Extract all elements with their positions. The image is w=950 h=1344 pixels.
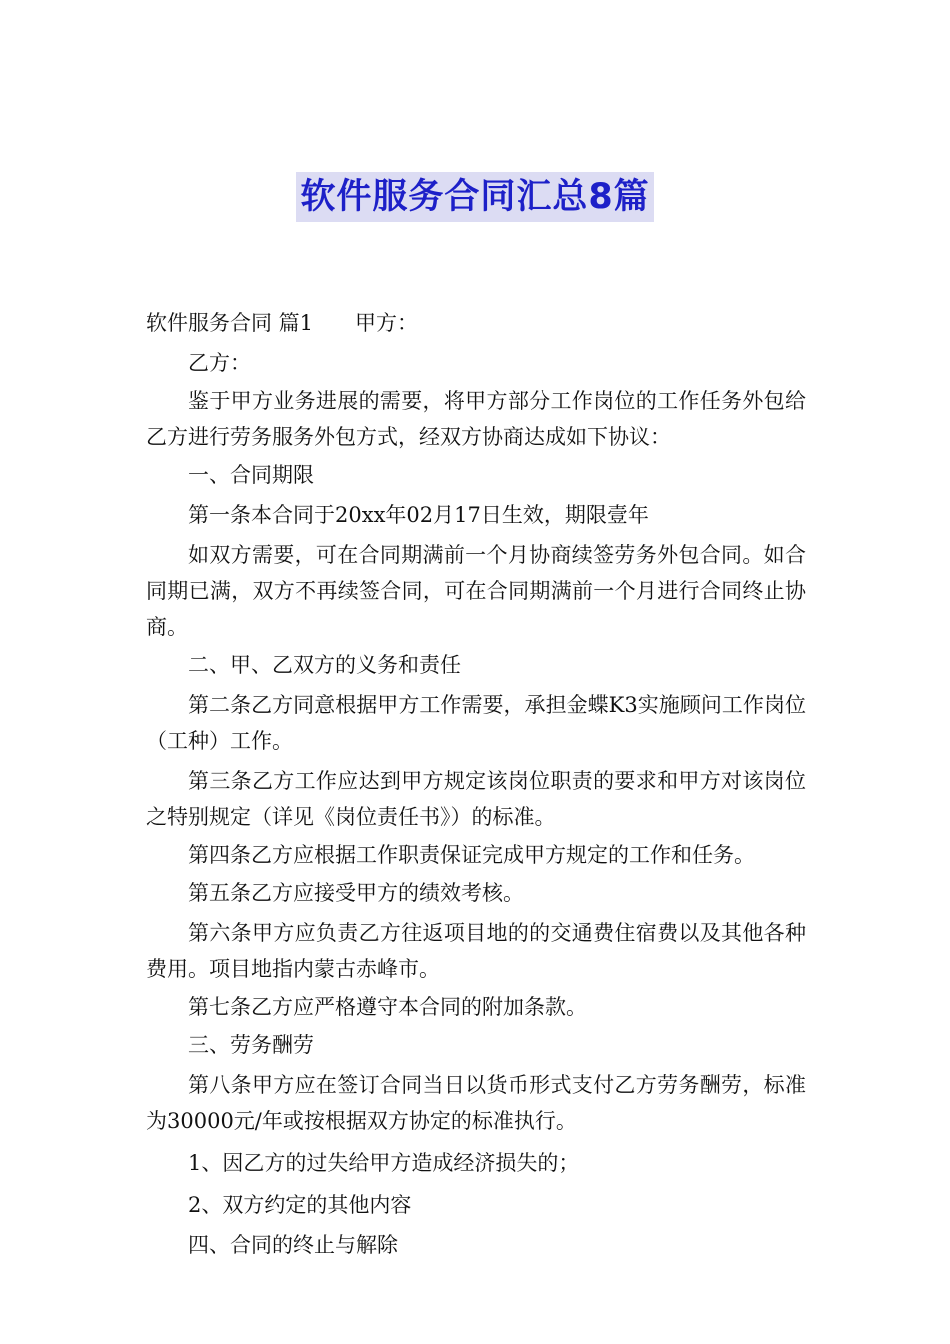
paragraph-article-1: 第一条本合同于20xx年02月17日生效，期限壹年 [188, 503, 649, 527]
paragraph-article-7: 第七条乙方应严格遵守本合同的附加条款。 [188, 995, 587, 1019]
paragraph-party-b: 乙方： [188, 351, 251, 375]
section-heading-obligations: 二、甲、乙双方的义务和责任 [188, 653, 461, 677]
section-heading-termination: 四、合同的终止与解除 [188, 1233, 398, 1257]
paragraph-article-8: 第八条甲方应在签订合同当日以货币形式支付乙方劳务酬劳，标准为30000元/年或按根据双方协定的标准执行。 [146, 1073, 806, 1133]
party-a-label: 甲方： [355, 311, 419, 335]
paragraph-article-3: 第三条乙方工作应达到甲方规定该岗位职责的要求和甲方对该岗位之特别规定（详见《岗位责任书》）的标准。 [146, 769, 806, 829]
contract-heading-line [146, 305, 806, 341]
list-item-1: 1、因乙方的过失给甲方造成经济损失的； [188, 1151, 580, 1175]
paragraph-article-4: 第四条乙方应根据工作职责保证完成甲方规定的工作和任务。 [188, 843, 755, 867]
paragraph-renewal: 如双方需要，可在合同期满前一个月协商续签劳务外包合同。如合同期已满，双方不再续签合同，可在合同期满前一个月进行合同终止协商。 [146, 543, 806, 639]
contract-section-label: 软件服务合同 篇1 [146, 311, 314, 335]
document-title: 软件服务合同汇总8篇 [296, 172, 653, 222]
document-title-wrapper [0, 172, 950, 222]
paragraph-article-6: 第六条甲方应负责乙方往返项目地的的交通费住宿费以及其他各种费用。项目地指内蒙古赤峰市。 [146, 921, 806, 981]
section-heading-term: 一、合同期限 [188, 463, 314, 487]
document-body [146, 305, 806, 1263]
section-heading-remuneration: 三、劳务酬劳 [188, 1033, 314, 1057]
paragraph-article-2: 第二条乙方同意根据甲方工作需要，承担金蝶K3实施顾问工作岗位（工种）工作。 [146, 693, 806, 753]
paragraph-article-5: 第五条乙方应接受甲方的绩效考核。 [188, 881, 524, 905]
list-item-2: 2、双方约定的其他内容 [188, 1193, 412, 1217]
paragraph-preamble: 鉴于甲方业务进展的需要，将甲方部分工作岗位的工作任务外包给乙方进行劳务服务外包方式，经双方协商达成如下协议： [146, 389, 806, 449]
